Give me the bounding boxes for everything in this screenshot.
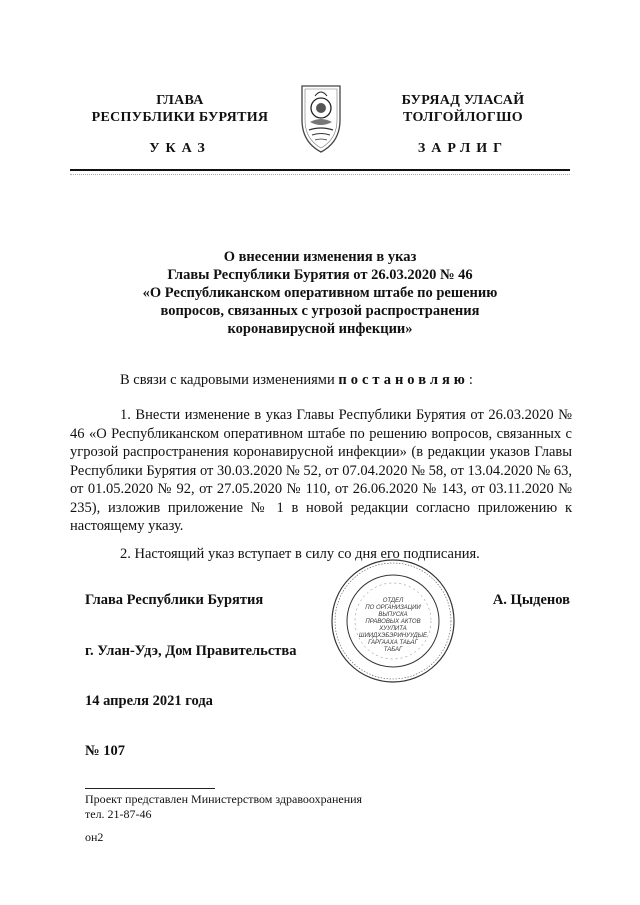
header-right-line2: ТОЛГОЙЛОГШО [403, 110, 523, 125]
stamp-line-2: ПО ОРГАНИЗАЦИИ [365, 605, 421, 611]
official-stamp [330, 558, 456, 684]
preamble-text: В связи с кадровыми изменениями [120, 372, 339, 388]
signature-position: Глава Республики Бурятия [85, 592, 264, 608]
stamp-line-6: ШИИДХЭБЭРИНУУДЫЕ [358, 633, 428, 639]
document-date: 14 апреля 2021 года [85, 693, 213, 709]
stamp-line-7: ГАРГААХА ТАЬАГ [368, 640, 418, 646]
header-left [85, 92, 275, 126]
title-line-4: вопросов, связанных с угрозой распространения [160, 303, 480, 319]
stamp-line-8: ТАБАГ [383, 647, 403, 653]
title-line-1: О внесении изменения в указ [223, 249, 417, 265]
header-rule-dotted [70, 174, 570, 175]
header-right-line1: БУРЯАД УЛАСАЙ [401, 93, 525, 108]
paragraph-1: 1. Внести изменение в указ Главы Республики Бурятия от 26.03.2020 № 46 «О Республиканском оперативном штабе по решению вопросов, связанных с угрозой распространения коронавирусной инфекции» (в редакции указов Главы Республики Бурятия от 30.03.2020 № 52, от 07.04.2020 № 58, от 13.04.2020 № 63, от 01.05.2020 № 92, от 27.05.2020 № 110, от 26.06.2020 № 143, от 03.11.2020 № 235), изложив приложение № 1 в новой редакции согласно приложению к настоящему указу. [70, 407, 572, 534]
preamble-keyword: постановляю [338, 372, 469, 388]
signature-name: А. Цыденов [492, 592, 570, 608]
footer-rule [85, 788, 215, 789]
emblem-icon [296, 76, 346, 156]
footer-line-1: Проект представлен Министерством здравоохранения [85, 792, 363, 806]
title-line-5: коронавирусной инфекции» [227, 321, 413, 337]
stamp-line-5: ХУУЛИТА [379, 626, 407, 632]
stamp-line-4: ПРАВОВЫХ АКТОВ [365, 619, 421, 625]
stamp-line-1: ОТДЕЛ [382, 598, 404, 604]
place-of-signing: г. Улан-Удэ, Дом Правительства [85, 643, 297, 659]
doc-type-left: УКАЗ [149, 141, 211, 156]
title-line-2: Главы Республики Бурятия от 26.03.2020 № 46 [167, 267, 473, 283]
preamble [70, 371, 572, 390]
footer-code: он2 [85, 830, 104, 844]
header-left-line2: РЕСПУБЛИКИ БУРЯТИЯ [91, 110, 269, 125]
preamble-tail: : [468, 372, 473, 388]
doc-type-right: ЗАРЛИГ [417, 141, 509, 156]
title-line-3: «О Республиканском оперативном штабе по решению [142, 285, 498, 301]
header-left-line1: ГЛАВА [156, 93, 204, 108]
coat-of-arms-emblem [296, 76, 346, 156]
stamp-text [330, 598, 456, 654]
stamp-line-3: ВЫПУСКА [378, 612, 408, 618]
header-rule-thick [70, 169, 570, 171]
document-title [70, 248, 570, 338]
footer-note [85, 792, 362, 822]
document-number: № 107 [85, 743, 125, 759]
paragraph-2: 2. Настоящий указ вступает в силу со дня его подписания. [120, 546, 480, 562]
header-right [368, 92, 558, 126]
footer-line-2: тел. 21-87-46 [85, 807, 152, 821]
